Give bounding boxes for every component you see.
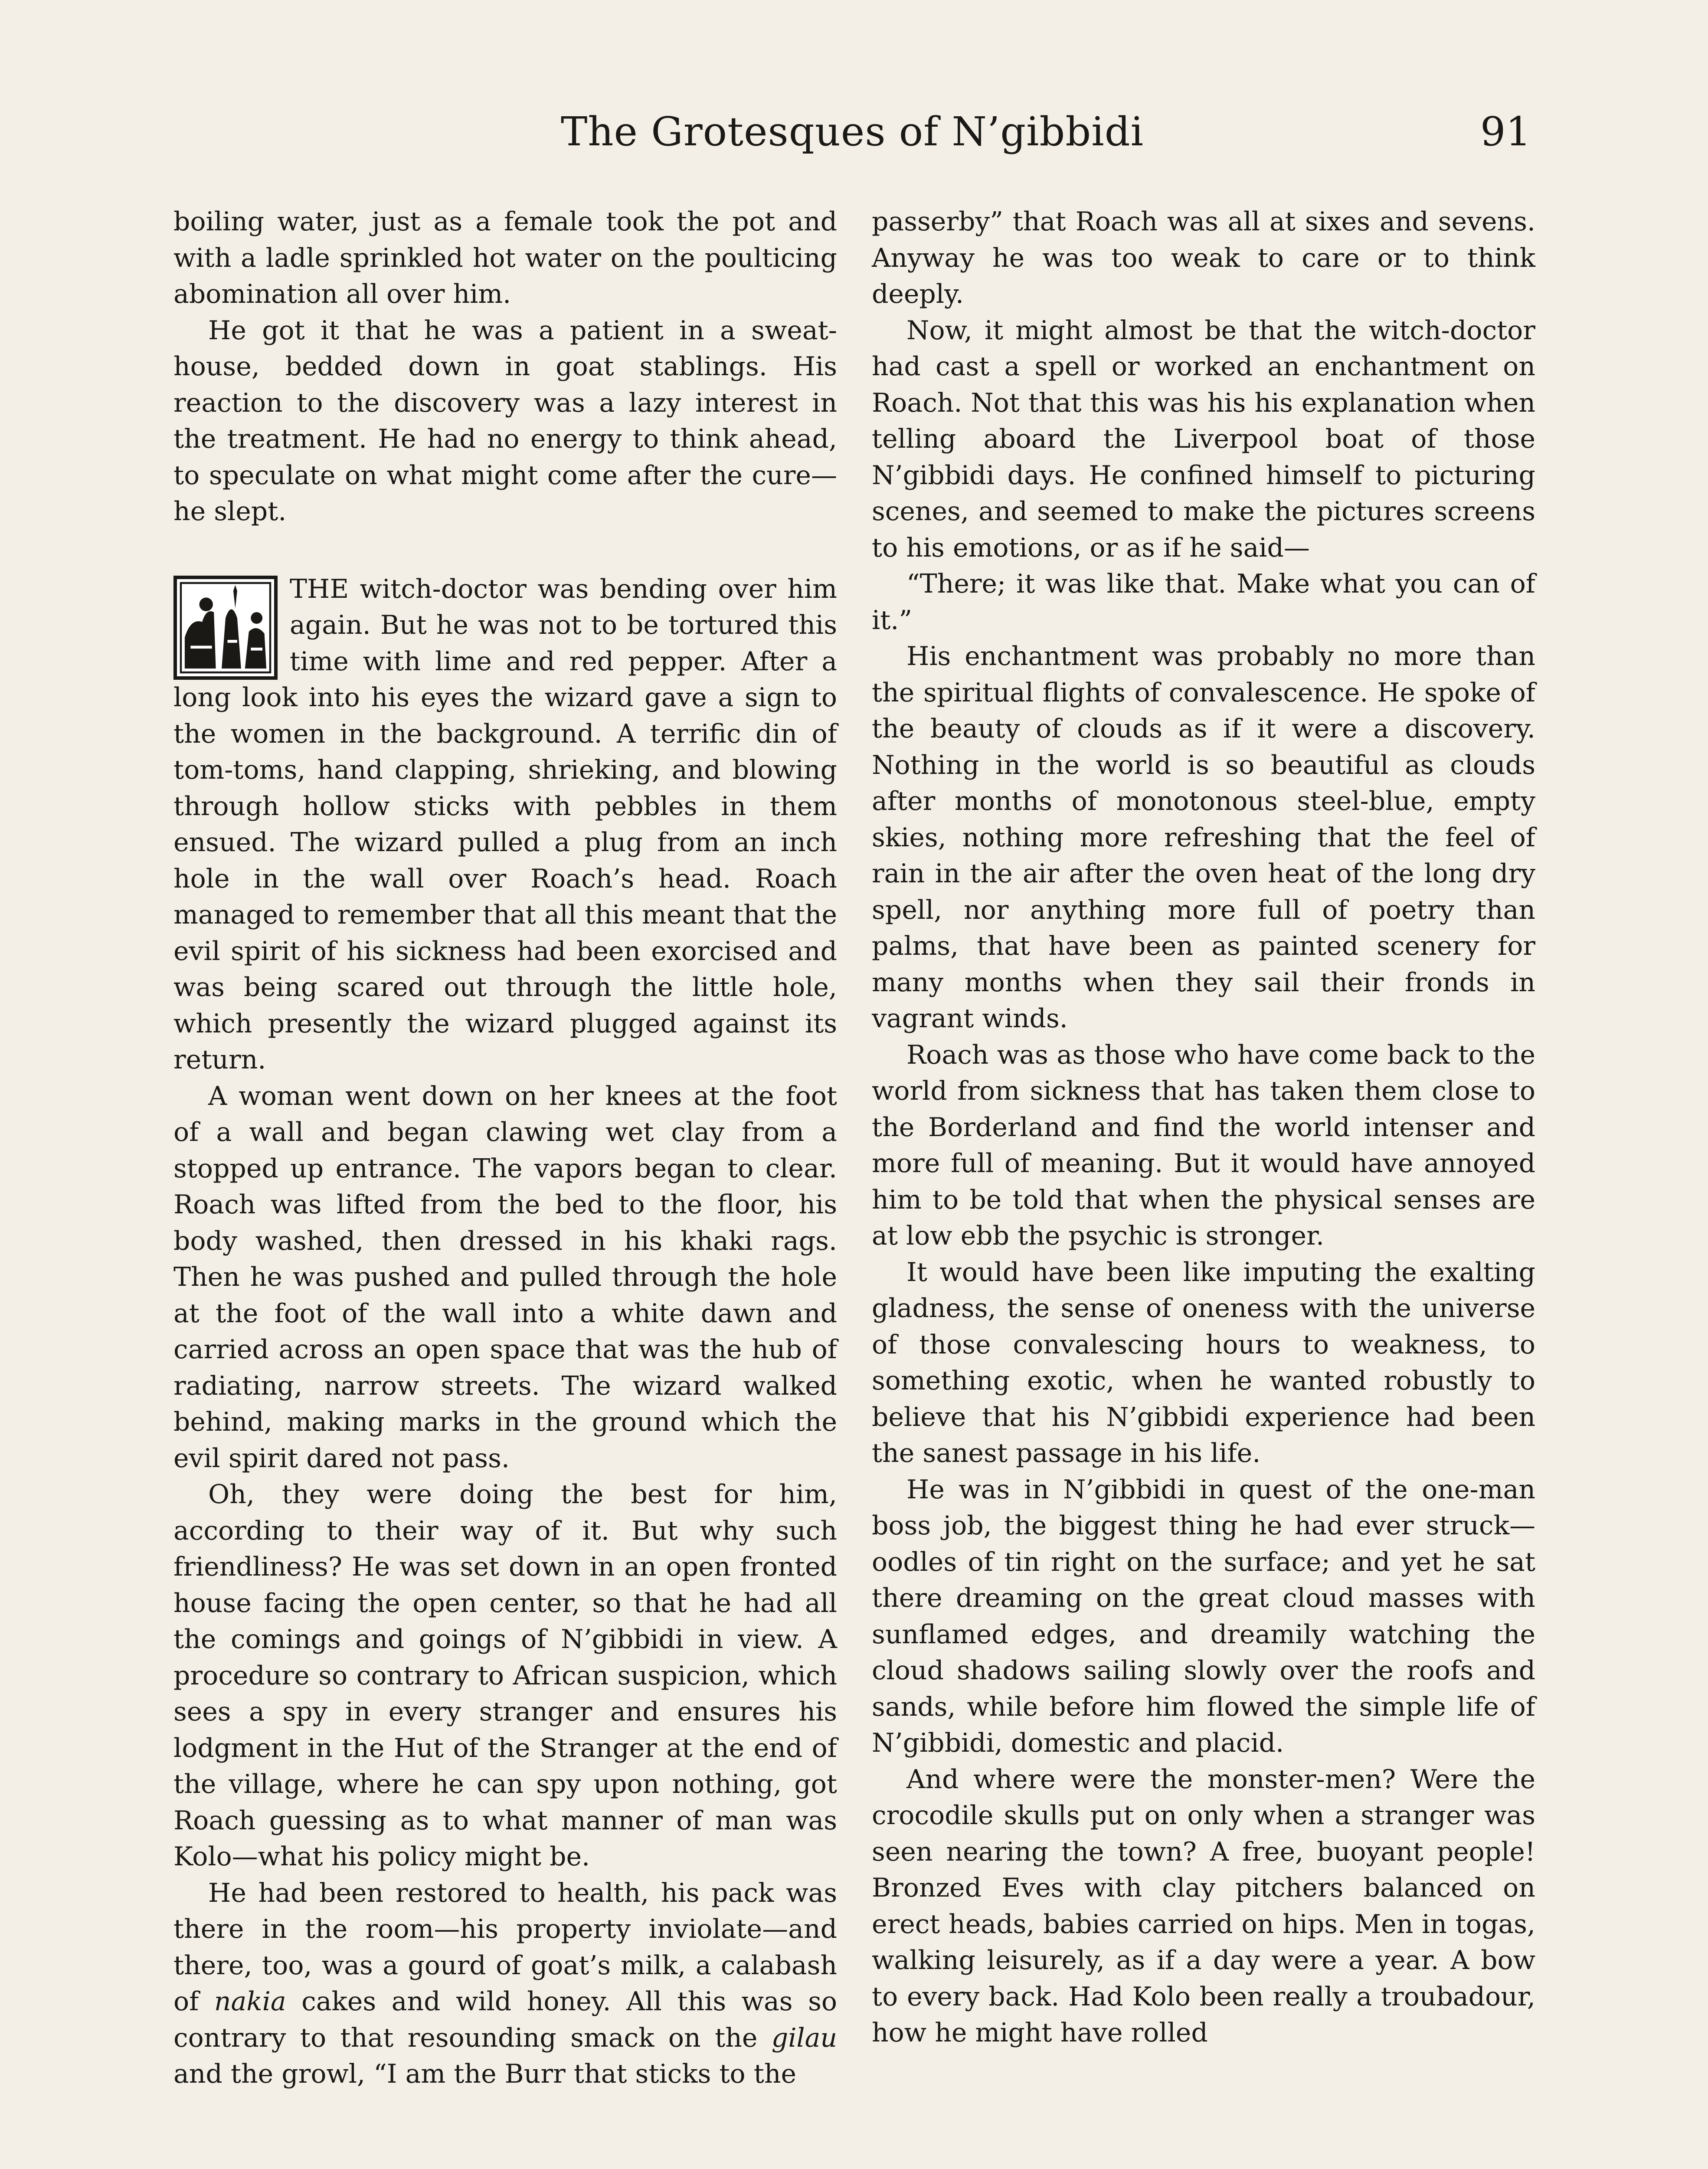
paragraph — [173, 1875, 837, 2093]
paragraph: It would have been like imputing the exalting gladness, the sense of oneness with the universe of those convalescing hours to weakness, to something exotic, when he wanted robustly to believe that his N’gibbidi experience had been the sanest passage in his life. — [872, 1257, 1535, 1468]
right-column — [872, 204, 1535, 2051]
running-title: The Grotesques of N’gibbidi — [560, 108, 1144, 155]
paragraph-text: THE witch-doctor was bending over him again. But he was not to be tortured this time with lime and red pepper. After a long look into his eyes the wizard gave a sign to the women in the background. A terrific din of tom-toms, hand clapping, shrieking, and blowing through hollow sticks with pebbles in them ensued. The wizard pulled a plug from an inch hole in the wall over Roach’s head. Roach managed to remember that all this meant that the evil spirit of his sickness had been exorcised and was being scared out through the little hole, which presently the wizard plugged against its return. — [173, 573, 837, 1075]
page-number: 91 — [1480, 108, 1531, 155]
paragraph-text: He had been restored to health, his pack was there in the room—his property inviolate—and there, too, was a gourd of goat’s milk, a calabash of — [173, 1877, 837, 2017]
paragraph-text: and the growl, “I am the Burr that sticks to the — [173, 2059, 797, 2089]
paragraph: Now, it might almost be that the witch-doctor had cast a spell or worked an enchantment on Roach. Not that this was his his explanation when telling aboard the Liverpool boat of those N’gibbidi days. He confined himself to picturing scenes, and seemed to make the pictures screens to his emotions, or as if he said— — [872, 315, 1535, 563]
paragraph: Roach was as those who have come back to the world from sickness that has taken them close to the Borderland and find the world intenser and more full of meaning. But it would have annoyed him to be told that when the physical senses are at low ebb the psychic is stronger. — [872, 1039, 1535, 1251]
paragraph: His enchantment was probably no more than the spiritual flights of convalescence. He spoke of the beauty of clouds as if it were a discovery. Nothing in the world is so beautiful as clouds after months of monotonous steel-blue, empty skies, nothing more refreshing that the feel of rain in the air after the oven heat of the long dry spell, nor anything more full of poetry than palms, that have been as painted scenery for many months when they sail their fronds in vagrant winds. — [872, 641, 1535, 1034]
italic-word: nakia — [214, 1986, 286, 2017]
paragraph: boiling water, just as a female took the pot and with a ladle sprinkled hot water on the poulticing abomination all over him. — [173, 206, 837, 309]
paragraph: A woman went down on her knees at the foot of a wall and began clawing wet clay from a stopped up entrance. The vapors began to clear. Roach was lifted from the bed to the floor, his body washed, then dressed in his khaki rags. Then he was pushed and pulled through the hole at the foot of the wall into a white dawn and carried across an open space that was the hub of radiating, narrow streets. The wizard walked behind, making marks in the ground which the evil spirit dared not pass. — [173, 1081, 837, 1474]
left-column — [173, 204, 837, 2093]
paragraph: And where were the monster-men? Were the crocodile skulls put on only when a stranger was seen nearing the town? A free, buoyant people! Bronzed Eves with clay pitchers balanced on erect heads, babies carried on hips. Men in togas, walking leisurely, as if a day were a year. A bow to every back. Had Kolo been really a troubadour, how he might have rolled — [872, 1764, 1535, 2048]
paragraph: “There; it was like that. Make what you can of it.” — [872, 569, 1535, 636]
paragraph: He got it that he was a patient in a sweat-house, bedded down in goat stablings. His reaction to the discovery was a lazy interest in the treatment. He had no energy to think ahead, to speculate on what might come after the cure—he slept. — [173, 315, 837, 527]
italic-word: gilau — [771, 2022, 837, 2053]
running-header — [173, 108, 1531, 169]
paragraph: Oh, they were doing the best for him, according to their way of it. But why such friendliness? He was set down in an open fronted house facing the open center, so that he had all the comings and goings of N’gibbidi in view. A procedure so contrary to African suspicion, which sees a spy in every stranger and ensures his lodgment in the Hut of the Stranger at the end of the village, where he can spy upon nothing, got Roach guessing as to what manner of man was Kolo—what his policy might be. — [173, 1479, 837, 1872]
paragraph: passerby” that Roach was all at sixes and sevens. Anyway he was too weak to care or to think deeply. — [872, 206, 1535, 309]
section-opening-paragraph — [173, 571, 837, 1078]
paragraph: He was in N’gibbidi in quest of the one-man boss job, the biggest thing he had ever struck—oodles of tin right on the surface; and yet he sat there dreaming on the great cloud masses with sunflamed edges, and dreamily watching the cloud shadows sailing slowly over the roofs and sands, while before him flowed the simple life of N’gibbidi, domestic and placid. — [872, 1474, 1535, 1758]
illustrated-drop-cap-icon — [173, 576, 278, 680]
paragraph-text: cakes and wild honey. All this was so contrary to that resounding smack on the — [173, 1986, 837, 2053]
